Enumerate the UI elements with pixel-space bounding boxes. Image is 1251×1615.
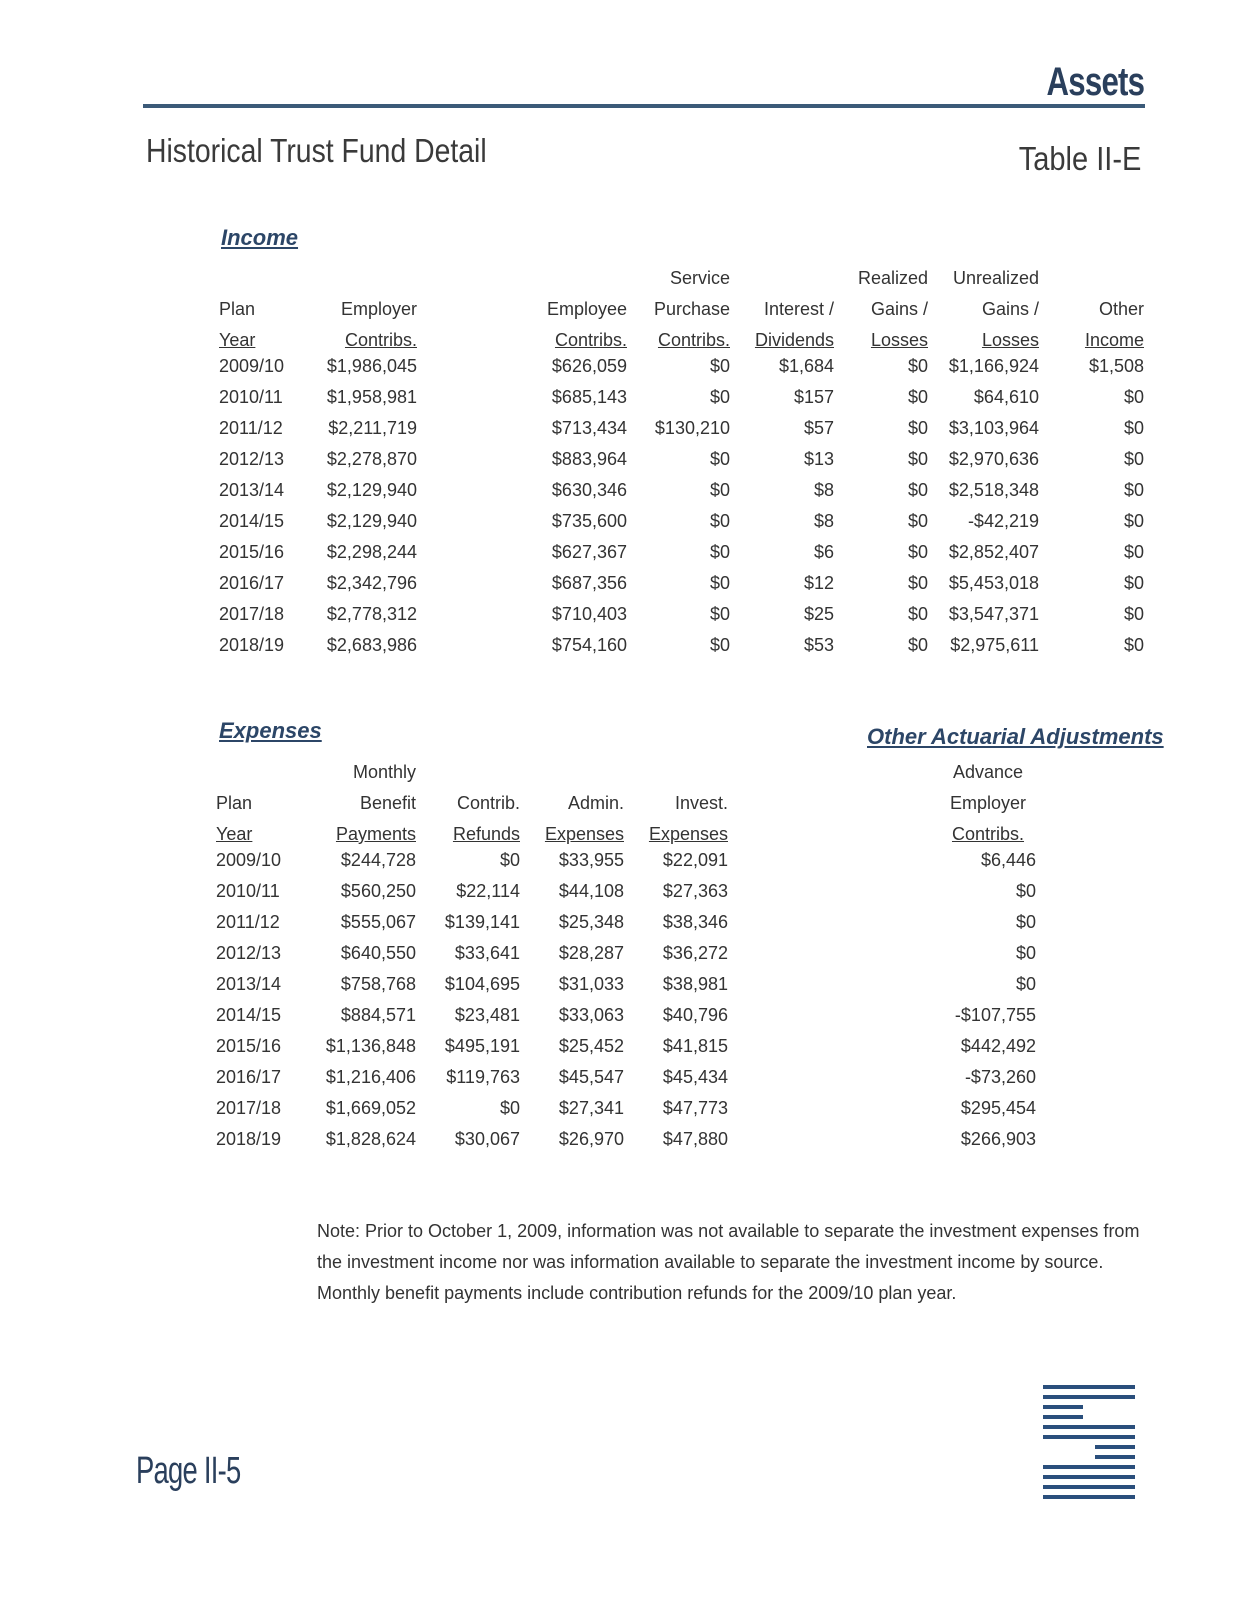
value-cell: $27,363 bbox=[662, 881, 728, 901]
value-cell: $40,796 bbox=[662, 1005, 728, 1025]
value-cell: $1,958,981 bbox=[326, 387, 417, 407]
expenses-col-header: Contrib. bbox=[456, 793, 520, 813]
table-row bbox=[940, 1000, 1036, 1031]
value-cell: $754,160 bbox=[551, 635, 627, 655]
income-col-header: Employer bbox=[340, 299, 417, 319]
value-cell: $1,216,406 bbox=[325, 1067, 416, 1087]
plan-year-cell: 2012/13 bbox=[216, 943, 282, 963]
income-table-body bbox=[219, 351, 1144, 661]
value-cell: $3,547,371 bbox=[948, 604, 1039, 624]
value-cell: $640,550 bbox=[340, 943, 416, 963]
value-cell: $6 bbox=[813, 542, 834, 562]
table-row bbox=[219, 413, 1144, 444]
page-number: Page II-5 bbox=[136, 1450, 241, 1492]
table-row bbox=[216, 876, 728, 907]
table-row bbox=[216, 1124, 728, 1155]
value-cell: $104,695 bbox=[444, 974, 520, 994]
income-col-header: Purchase bbox=[653, 299, 730, 319]
value-cell: $31,033 bbox=[558, 974, 624, 994]
plan-year-cell: 2012/13 bbox=[219, 449, 285, 469]
logo-stripe bbox=[1043, 1425, 1135, 1429]
expenses-header-row-1 bbox=[216, 752, 728, 783]
table-row bbox=[216, 845, 728, 876]
value-cell: $8 bbox=[813, 511, 834, 531]
value-cell: $25 bbox=[803, 604, 834, 624]
value-cell: $47,880 bbox=[662, 1129, 728, 1149]
income-col-header: Gains / bbox=[870, 299, 928, 319]
value-cell: $1,669,052 bbox=[325, 1098, 416, 1118]
value-cell: $0 bbox=[1015, 881, 1036, 901]
value-cell: $0 bbox=[1123, 511, 1144, 531]
value-cell: $3,103,964 bbox=[948, 418, 1039, 438]
logo-stripe bbox=[1043, 1415, 1083, 1419]
logo-stripe bbox=[1043, 1485, 1135, 1489]
value-cell: $266,903 bbox=[960, 1129, 1036, 1149]
plan-year-cell: 2018/19 bbox=[216, 1129, 282, 1149]
value-cell: -$107,755 bbox=[954, 1005, 1036, 1025]
plan-year-cell: 2013/14 bbox=[216, 974, 282, 994]
value-cell: $2,129,940 bbox=[326, 511, 417, 531]
value-cell: $0 bbox=[1123, 635, 1144, 655]
value-cell: $0 bbox=[709, 542, 730, 562]
income-col-header: Gains / bbox=[981, 299, 1039, 319]
value-cell: $0 bbox=[1015, 943, 1036, 963]
plan-year-cell: 2009/10 bbox=[219, 356, 285, 376]
income-col-header: Dividends bbox=[754, 330, 834, 350]
income-col-header: Service bbox=[669, 268, 730, 288]
value-cell: $710,403 bbox=[551, 604, 627, 624]
value-cell: $33,955 bbox=[558, 850, 624, 870]
adjustments-table-body bbox=[940, 845, 1036, 1155]
income-col-header: Interest / bbox=[763, 299, 834, 319]
income-col-header: Unrealized bbox=[952, 268, 1039, 288]
value-cell: $2,129,940 bbox=[326, 480, 417, 500]
value-cell: $33,063 bbox=[558, 1005, 624, 1025]
value-cell: $22,091 bbox=[662, 850, 728, 870]
value-cell: $0 bbox=[709, 573, 730, 593]
plan-year-cell: 2014/15 bbox=[219, 511, 285, 531]
table-row bbox=[940, 1124, 1036, 1155]
value-cell: $25,348 bbox=[558, 912, 624, 932]
table-row bbox=[940, 938, 1036, 969]
plan-year-cell: 2017/18 bbox=[216, 1098, 282, 1118]
table-row bbox=[216, 1000, 728, 1031]
value-cell: $2,518,348 bbox=[948, 480, 1039, 500]
value-cell: $685,143 bbox=[551, 387, 627, 407]
table-row bbox=[940, 845, 1036, 876]
value-cell: $713,434 bbox=[551, 418, 627, 438]
value-cell: $0 bbox=[499, 850, 520, 870]
value-cell: $44,108 bbox=[558, 881, 624, 901]
value-cell: $0 bbox=[907, 418, 928, 438]
income-col-header: Income bbox=[1084, 330, 1144, 350]
value-cell: $0 bbox=[907, 387, 928, 407]
plan-year-cell: 2009/10 bbox=[216, 850, 282, 870]
table-row bbox=[216, 1093, 728, 1124]
value-cell: $45,547 bbox=[558, 1067, 624, 1087]
value-cell: $626,059 bbox=[551, 356, 627, 376]
expenses-header-row-3 bbox=[216, 814, 728, 845]
value-cell: $30,067 bbox=[454, 1129, 520, 1149]
income-col-header: Losses bbox=[981, 330, 1039, 350]
value-cell: $139,141 bbox=[444, 912, 520, 932]
expenses-col-header: Plan bbox=[216, 793, 253, 813]
value-cell: $0 bbox=[1123, 542, 1144, 562]
value-cell: $442,492 bbox=[960, 1036, 1036, 1056]
value-cell: $0 bbox=[709, 635, 730, 655]
table-row bbox=[219, 568, 1144, 599]
value-cell: $2,278,870 bbox=[326, 449, 417, 469]
value-cell: $735,600 bbox=[551, 511, 627, 531]
adjustments-header-row-1 bbox=[940, 752, 1036, 783]
value-cell: $0 bbox=[907, 604, 928, 624]
value-cell: $0 bbox=[709, 480, 730, 500]
table-row bbox=[219, 444, 1144, 475]
section-title: Assets bbox=[1046, 60, 1144, 104]
value-cell: $560,250 bbox=[340, 881, 416, 901]
value-cell: $0 bbox=[1015, 974, 1036, 994]
table-row bbox=[940, 907, 1036, 938]
value-cell: $0 bbox=[1123, 480, 1144, 500]
logo-stripe bbox=[1095, 1455, 1135, 1459]
value-cell: $687,356 bbox=[551, 573, 627, 593]
income-col-header: Losses bbox=[870, 330, 928, 350]
expenses-col-header: Payments bbox=[335, 824, 416, 844]
income-col-header: Other bbox=[1098, 299, 1144, 319]
value-cell: $2,975,611 bbox=[950, 635, 1039, 655]
table-row bbox=[940, 1062, 1036, 1093]
expenses-table-body bbox=[216, 845, 728, 1155]
value-cell: $28,287 bbox=[558, 943, 624, 963]
value-cell: $1,828,624 bbox=[325, 1129, 416, 1149]
value-cell: $13 bbox=[803, 449, 834, 469]
table-row bbox=[216, 938, 728, 969]
value-cell: $0 bbox=[1123, 573, 1144, 593]
value-cell: $0 bbox=[907, 356, 928, 376]
value-cell: $0 bbox=[907, 542, 928, 562]
value-cell: $8 bbox=[813, 480, 834, 500]
value-cell: $2,852,407 bbox=[948, 542, 1039, 562]
expenses-col-header: Invest. bbox=[674, 793, 728, 813]
income-col-header: Year bbox=[219, 330, 256, 350]
expenses-col-header: Admin. bbox=[567, 793, 624, 813]
value-cell: $0 bbox=[709, 449, 730, 469]
value-cell: $0 bbox=[907, 635, 928, 655]
logo-stripe bbox=[1043, 1495, 1135, 1499]
expenses-col-header: Expenses bbox=[544, 824, 624, 844]
value-cell: $2,211,719 bbox=[328, 418, 417, 438]
table-id: Table II-E bbox=[1018, 140, 1141, 177]
expenses-col-header: Benefit bbox=[359, 793, 416, 813]
value-cell: $0 bbox=[907, 480, 928, 500]
value-cell: $23,481 bbox=[454, 1005, 520, 1025]
plan-year-cell: 2013/14 bbox=[219, 480, 285, 500]
adjustments-header-row-2 bbox=[940, 783, 1036, 814]
footnote: Note: Prior to October 1, 2009, information was not available to separate the investment expenses from the investment income nor was information available to separate the investment income by source. Monthly benefit payments include contribution refunds for the 2009/10 plan year. bbox=[317, 1221, 1140, 1303]
value-cell: $64,610 bbox=[973, 387, 1039, 407]
value-cell: $0 bbox=[907, 449, 928, 469]
value-cell: $47,773 bbox=[662, 1098, 728, 1118]
logo-stripe bbox=[1043, 1475, 1135, 1479]
income-col-header: Realized bbox=[857, 268, 928, 288]
expenses-col-header: Refunds bbox=[452, 824, 520, 844]
expenses-header-row-2 bbox=[216, 783, 728, 814]
value-cell: $884,571 bbox=[340, 1005, 416, 1025]
plan-year-cell: 2015/16 bbox=[219, 542, 285, 562]
table-row bbox=[219, 630, 1144, 661]
value-cell: -$73,260 bbox=[964, 1067, 1036, 1087]
value-cell: -$42,219 bbox=[967, 511, 1039, 531]
value-cell: $0 bbox=[709, 511, 730, 531]
table-row bbox=[219, 599, 1144, 630]
value-cell: $0 bbox=[709, 356, 730, 376]
value-cell: $57 bbox=[803, 418, 834, 438]
value-cell: $53 bbox=[803, 635, 834, 655]
value-cell: $157 bbox=[793, 387, 834, 407]
plan-year-cell: 2011/12 bbox=[219, 418, 283, 438]
plan-year-cell: 2017/18 bbox=[219, 604, 285, 624]
value-cell: $2,342,796 bbox=[326, 573, 417, 593]
table-row bbox=[219, 537, 1144, 568]
firm-logo-icon bbox=[1043, 1383, 1135, 1507]
expenses-col-header: Monthly bbox=[352, 762, 416, 782]
value-cell: $244,728 bbox=[340, 850, 416, 870]
value-cell: $38,981 bbox=[662, 974, 728, 994]
value-cell: $26,970 bbox=[558, 1129, 624, 1149]
expenses-col-header: Year bbox=[216, 824, 253, 844]
table-row bbox=[940, 876, 1036, 907]
income-col-header: Contribs. bbox=[344, 330, 417, 350]
logo-stripe bbox=[1043, 1465, 1135, 1469]
value-cell: $6,446 bbox=[980, 850, 1036, 870]
adjustments-col-header: Employer bbox=[949, 793, 1027, 813]
table-row bbox=[219, 351, 1144, 382]
value-cell: $41,815 bbox=[662, 1036, 728, 1056]
expenses-col-header: Expenses bbox=[648, 824, 728, 844]
logo-stripe bbox=[1043, 1405, 1083, 1409]
plan-year-cell: 2016/17 bbox=[219, 573, 285, 593]
logo-stripe bbox=[1043, 1385, 1135, 1389]
income-header-row-1 bbox=[219, 258, 1144, 289]
value-cell: $495,191 bbox=[444, 1036, 520, 1056]
logo-stripe bbox=[1043, 1395, 1135, 1399]
header-rule bbox=[143, 104, 1145, 108]
value-cell: $0 bbox=[1015, 912, 1036, 932]
value-cell: $0 bbox=[709, 387, 730, 407]
value-cell: $883,964 bbox=[551, 449, 627, 469]
income-heading: Income bbox=[221, 225, 299, 250]
logo-stripe bbox=[1095, 1445, 1135, 1449]
value-cell: $5,453,018 bbox=[948, 573, 1039, 593]
table-row bbox=[940, 1093, 1036, 1124]
value-cell: $0 bbox=[907, 511, 928, 531]
table-row bbox=[940, 969, 1036, 1000]
income-header-row-2 bbox=[219, 289, 1144, 320]
value-cell: $0 bbox=[1123, 387, 1144, 407]
value-cell: $119,763 bbox=[446, 1067, 520, 1087]
table-row bbox=[216, 907, 728, 938]
value-cell: $12 bbox=[803, 573, 834, 593]
adjustments-heading: Other Actuarial Adjustments bbox=[867, 724, 1164, 749]
plan-year-cell: 2018/19 bbox=[219, 635, 285, 655]
adjustments-col-header: Contribs. bbox=[951, 824, 1025, 844]
income-table bbox=[219, 258, 1144, 661]
value-cell: $2,298,244 bbox=[326, 542, 417, 562]
plan-year-cell: 2015/16 bbox=[216, 1036, 282, 1056]
value-cell: $38,346 bbox=[662, 912, 728, 932]
plan-year-cell: 2010/11 bbox=[219, 387, 283, 407]
value-cell: $1,508 bbox=[1088, 356, 1144, 376]
income-col-header: Employee bbox=[546, 299, 627, 319]
table-row bbox=[219, 382, 1144, 413]
value-cell: $1,166,924 bbox=[948, 356, 1039, 376]
value-cell: $36,272 bbox=[662, 943, 728, 963]
income-header-row-3 bbox=[219, 320, 1144, 351]
value-cell: $130,210 bbox=[654, 418, 730, 438]
value-cell: $2,683,986 bbox=[326, 635, 417, 655]
value-cell: $1,986,045 bbox=[326, 356, 417, 376]
value-cell: $45,434 bbox=[662, 1067, 728, 1087]
value-cell: $27,341 bbox=[558, 1098, 624, 1118]
table-row bbox=[216, 1062, 728, 1093]
value-cell: $0 bbox=[499, 1098, 520, 1118]
plan-year-cell: 2011/12 bbox=[216, 912, 280, 932]
value-cell: $2,970,636 bbox=[948, 449, 1039, 469]
value-cell: $295,454 bbox=[960, 1098, 1036, 1118]
value-cell: $758,768 bbox=[340, 974, 416, 994]
plan-year-cell: 2016/17 bbox=[216, 1067, 282, 1087]
table-row bbox=[219, 506, 1144, 537]
table-row bbox=[216, 969, 728, 1000]
table-row bbox=[216, 1031, 728, 1062]
value-cell: $22,114 bbox=[456, 881, 520, 901]
value-cell: $1,136,848 bbox=[325, 1036, 416, 1056]
expenses-heading: Expenses bbox=[219, 718, 322, 743]
value-cell: $25,452 bbox=[558, 1036, 624, 1056]
table-row bbox=[940, 1031, 1036, 1062]
value-cell: $555,067 bbox=[340, 912, 416, 932]
income-col-header: Contribs. bbox=[657, 330, 730, 350]
logo-stripe bbox=[1043, 1435, 1135, 1439]
value-cell: $2,778,312 bbox=[326, 604, 417, 624]
table-row bbox=[219, 475, 1144, 506]
value-cell: $627,367 bbox=[551, 542, 627, 562]
plan-year-cell: 2010/11 bbox=[216, 881, 280, 901]
plan-year-cell: 2014/15 bbox=[216, 1005, 282, 1025]
page-title: Historical Trust Fund Detail bbox=[146, 132, 487, 169]
adjustments-table bbox=[940, 752, 1036, 1155]
value-cell: $0 bbox=[709, 604, 730, 624]
value-cell: $0 bbox=[1123, 449, 1144, 469]
value-cell: $0 bbox=[1123, 418, 1144, 438]
expenses-table bbox=[216, 752, 728, 1155]
adjustments-col-header: Advance bbox=[952, 762, 1024, 782]
adjustments-header-row-3 bbox=[940, 814, 1036, 845]
value-cell: $630,346 bbox=[551, 480, 627, 500]
value-cell: $0 bbox=[907, 573, 928, 593]
income-col-header: Contribs. bbox=[554, 330, 627, 350]
value-cell: $1,684 bbox=[778, 356, 834, 376]
value-cell: $33,641 bbox=[454, 943, 520, 963]
income-col-header: Plan bbox=[219, 299, 256, 319]
value-cell: $0 bbox=[1123, 604, 1144, 624]
